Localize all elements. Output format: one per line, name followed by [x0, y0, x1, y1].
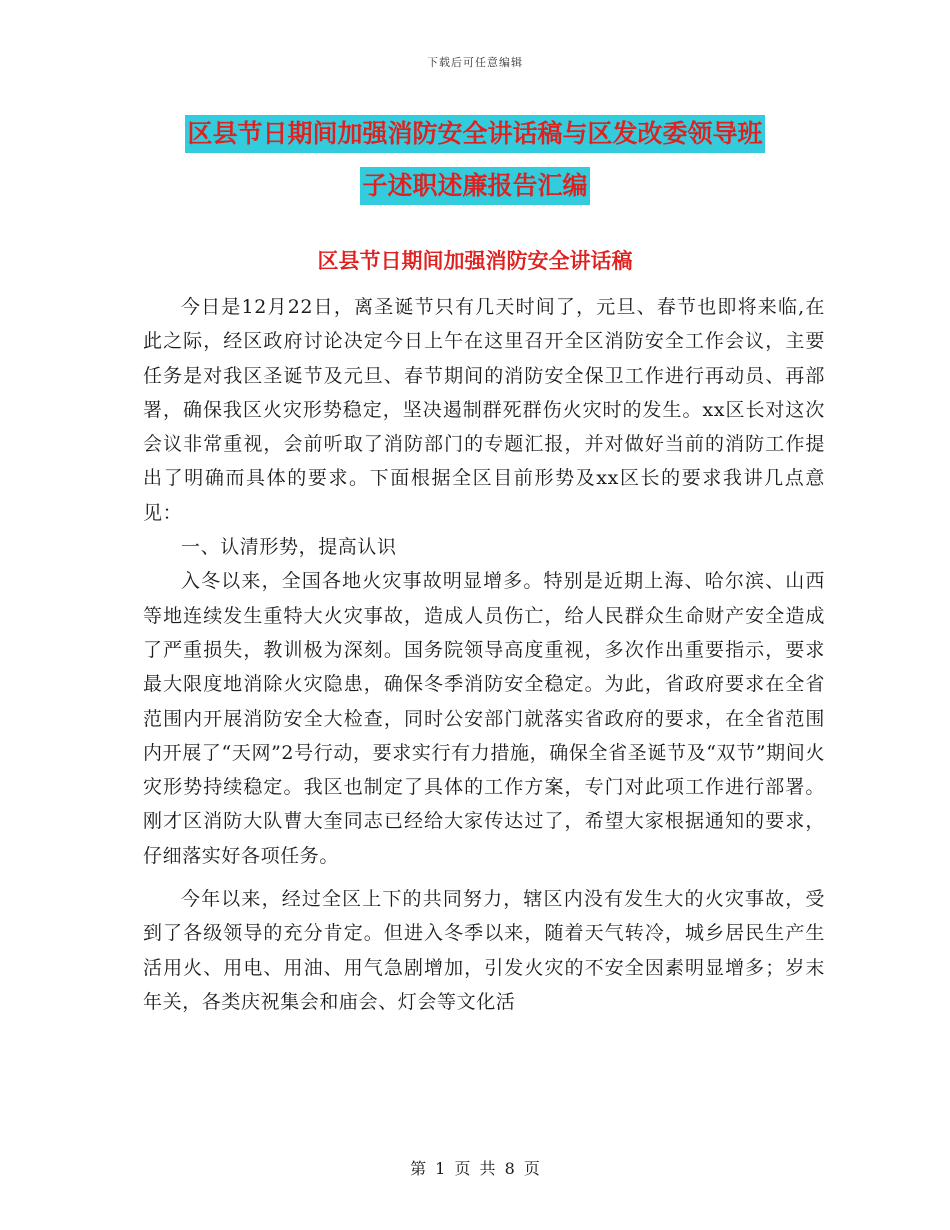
- paragraph: 今年以来，经过全区上下的共同努力，辖区内没有发生大的火灾事故，受到了各级领导的充分肯定。但进入冬季以来，随着天气转冷，城乡居民生产生活用火、用电、用油、用气急剧增加，引发火灾的不安全因素明显增多；岁末年关，各类庆祝集会和庙会、灯会等文化活: [143, 888, 825, 1013]
- page-footer: 第 1 页 共 8 页: [410, 1159, 540, 1178]
- document-title-line-2: 子述职述廉报告汇编: [360, 167, 589, 205]
- paragraph-heading: 一、认清形势，提高认识: [181, 536, 397, 559]
- body-text: [143, 290, 825, 1019]
- paragraph: 今日是12月22日，离圣诞节只有几天时间了，元旦、春节也即将来临,在此之际，经区政府讨论决定今日上午在这里召开全区消防安全工作会议，主要任务是对我区圣诞节及元旦、春节期间的消防安全保卫工作进行再动员、再部署，确保我区火灾形势稳定，坚决遏制群死群伤火灾时的发生。xx区长对这次会议非常重视，会前听取了消防部门的专题汇报，并对做好当前的消防工作提出了明确而具体的要求。下面根据全区目前形势及xx区长的要求我讲几点意见：: [143, 296, 825, 524]
- section-title: 区县节日期间加强消防安全讲话稿: [317, 249, 633, 273]
- header-note: 下载后可任意编辑: [427, 56, 523, 69]
- paragraph: 入冬以来，全国各地火灾事故明显增多。特别是近期上海、哈尔滨、山西等地连续发生重特大火灾事故，造成人员伤亡，给人民群众生命财产安全造成了严重损失，教训极为深刻。国务院领导高度重视，多次作出重要指示，要求最大限度地消除火灾隐患，确保冬季消防安全稳定。为此，省政府要求在全省范围内开展消防安全大检查，同时公安部门就落实省政府的要求，在全省范围内开展了“天网”2号行动，要求实行有力措施，确保全省圣诞节及“双节”期间火灾形势持续稳定。我区也制定了具体的工作方案，专门对此项工作进行部署。刚才区消防大队曹大奎同志已经给大家传达过了，希望大家根据通知的要求，仔细落实好各项任务。: [143, 570, 825, 867]
- document-title-line-1: 区县节日期间加强消防安全讲话稿与区发改委领导班: [185, 115, 764, 153]
- document-title: [0, 108, 950, 212]
